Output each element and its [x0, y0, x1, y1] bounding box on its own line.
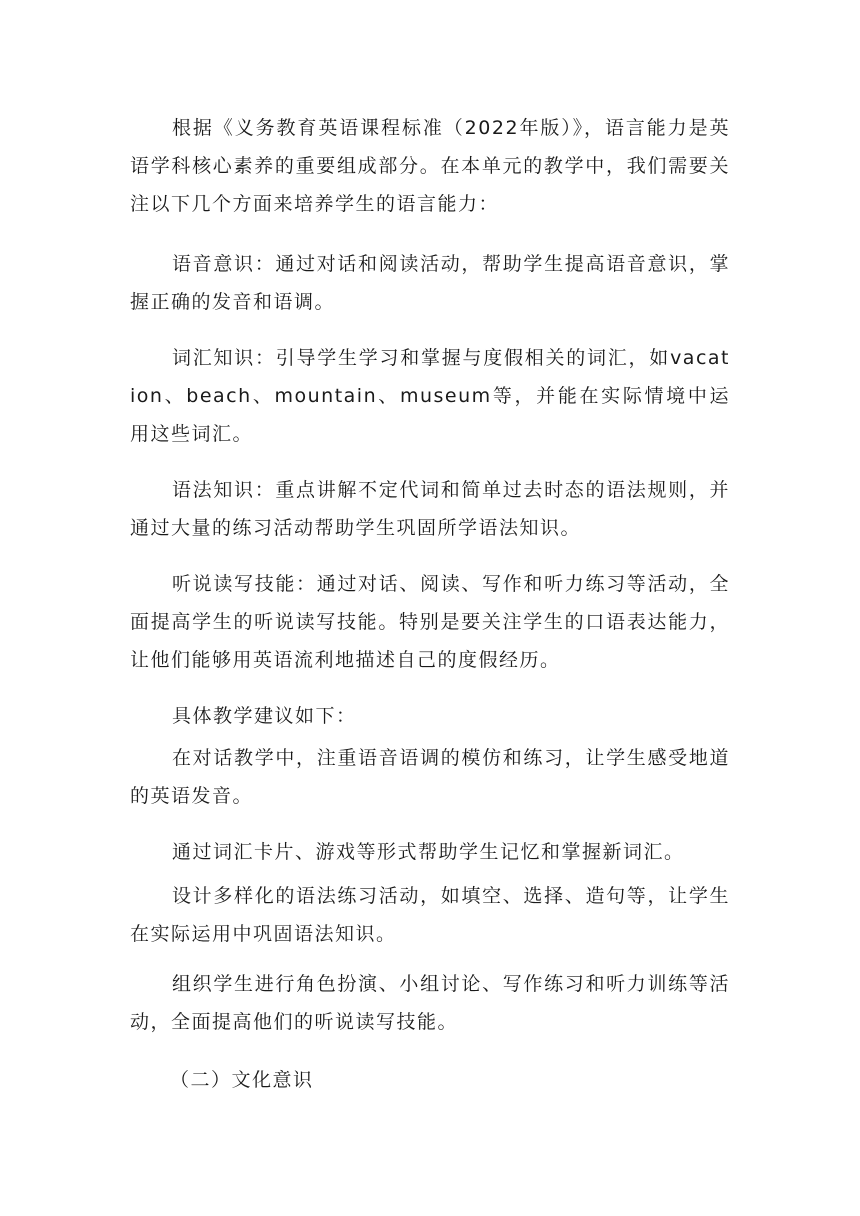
paragraph-grammar-knowledge: 语法知识：重点讲解不定代词和简单过去时态的语法规则，并通过大量的练习活动帮助学生巩固所学语法知识。 [130, 479, 730, 539]
paragraph-dialogue-teaching: 在对话教学中，注重语音语调的模仿和练习，让学生感受地道的英语发音。 [130, 747, 730, 807]
paragraph-phonetic-awareness: 语音意识：通过对话和阅读活动，帮助学生提高语音意识，掌握正确的发音和语调。 [130, 253, 730, 313]
paragraph-role-play: 组织学生进行角色扮演、小组讨论、写作练习和听力训练等活动，全面提高他们的听说读写技能。 [130, 973, 730, 1033]
paragraph-vocabulary-knowledge: 词汇知识：引导学生学习和掌握与度假相关的词汇，如vacation、beach、mountain、museum等，并能在实际情境中运用这些词汇。 [130, 347, 730, 445]
paragraph-vocabulary-cards: 通过词汇卡片、游戏等形式帮助学生记忆和掌握新词汇。 [172, 841, 685, 863]
paragraph-language-ability-intro: 根据《义务教育英语课程标准（2022年版）》，语言能力是英语学科核心素养的重要组成部分。在本单元的教学中，我们需要关注以下几个方面来培养学生的语言能力： [130, 117, 730, 215]
paragraph-grammar-activities: 设计多样化的语法练习活动，如填空、选择、造句等，让学生在实际运用中巩固语法知识。 [130, 885, 730, 945]
section-heading-cultural-awareness: （二）文化意识 [170, 1069, 314, 1091]
paragraph-suggestions-lead: 具体教学建议如下： [172, 705, 357, 727]
paragraph-skills: 听说读写技能：通过对话、阅读、写作和听力练习等活动，全面提高学生的听说读写技能。特别是要关注学生的口语表达能力，让他们能够用英语流利地描述自己的度假经历。 [130, 573, 730, 671]
